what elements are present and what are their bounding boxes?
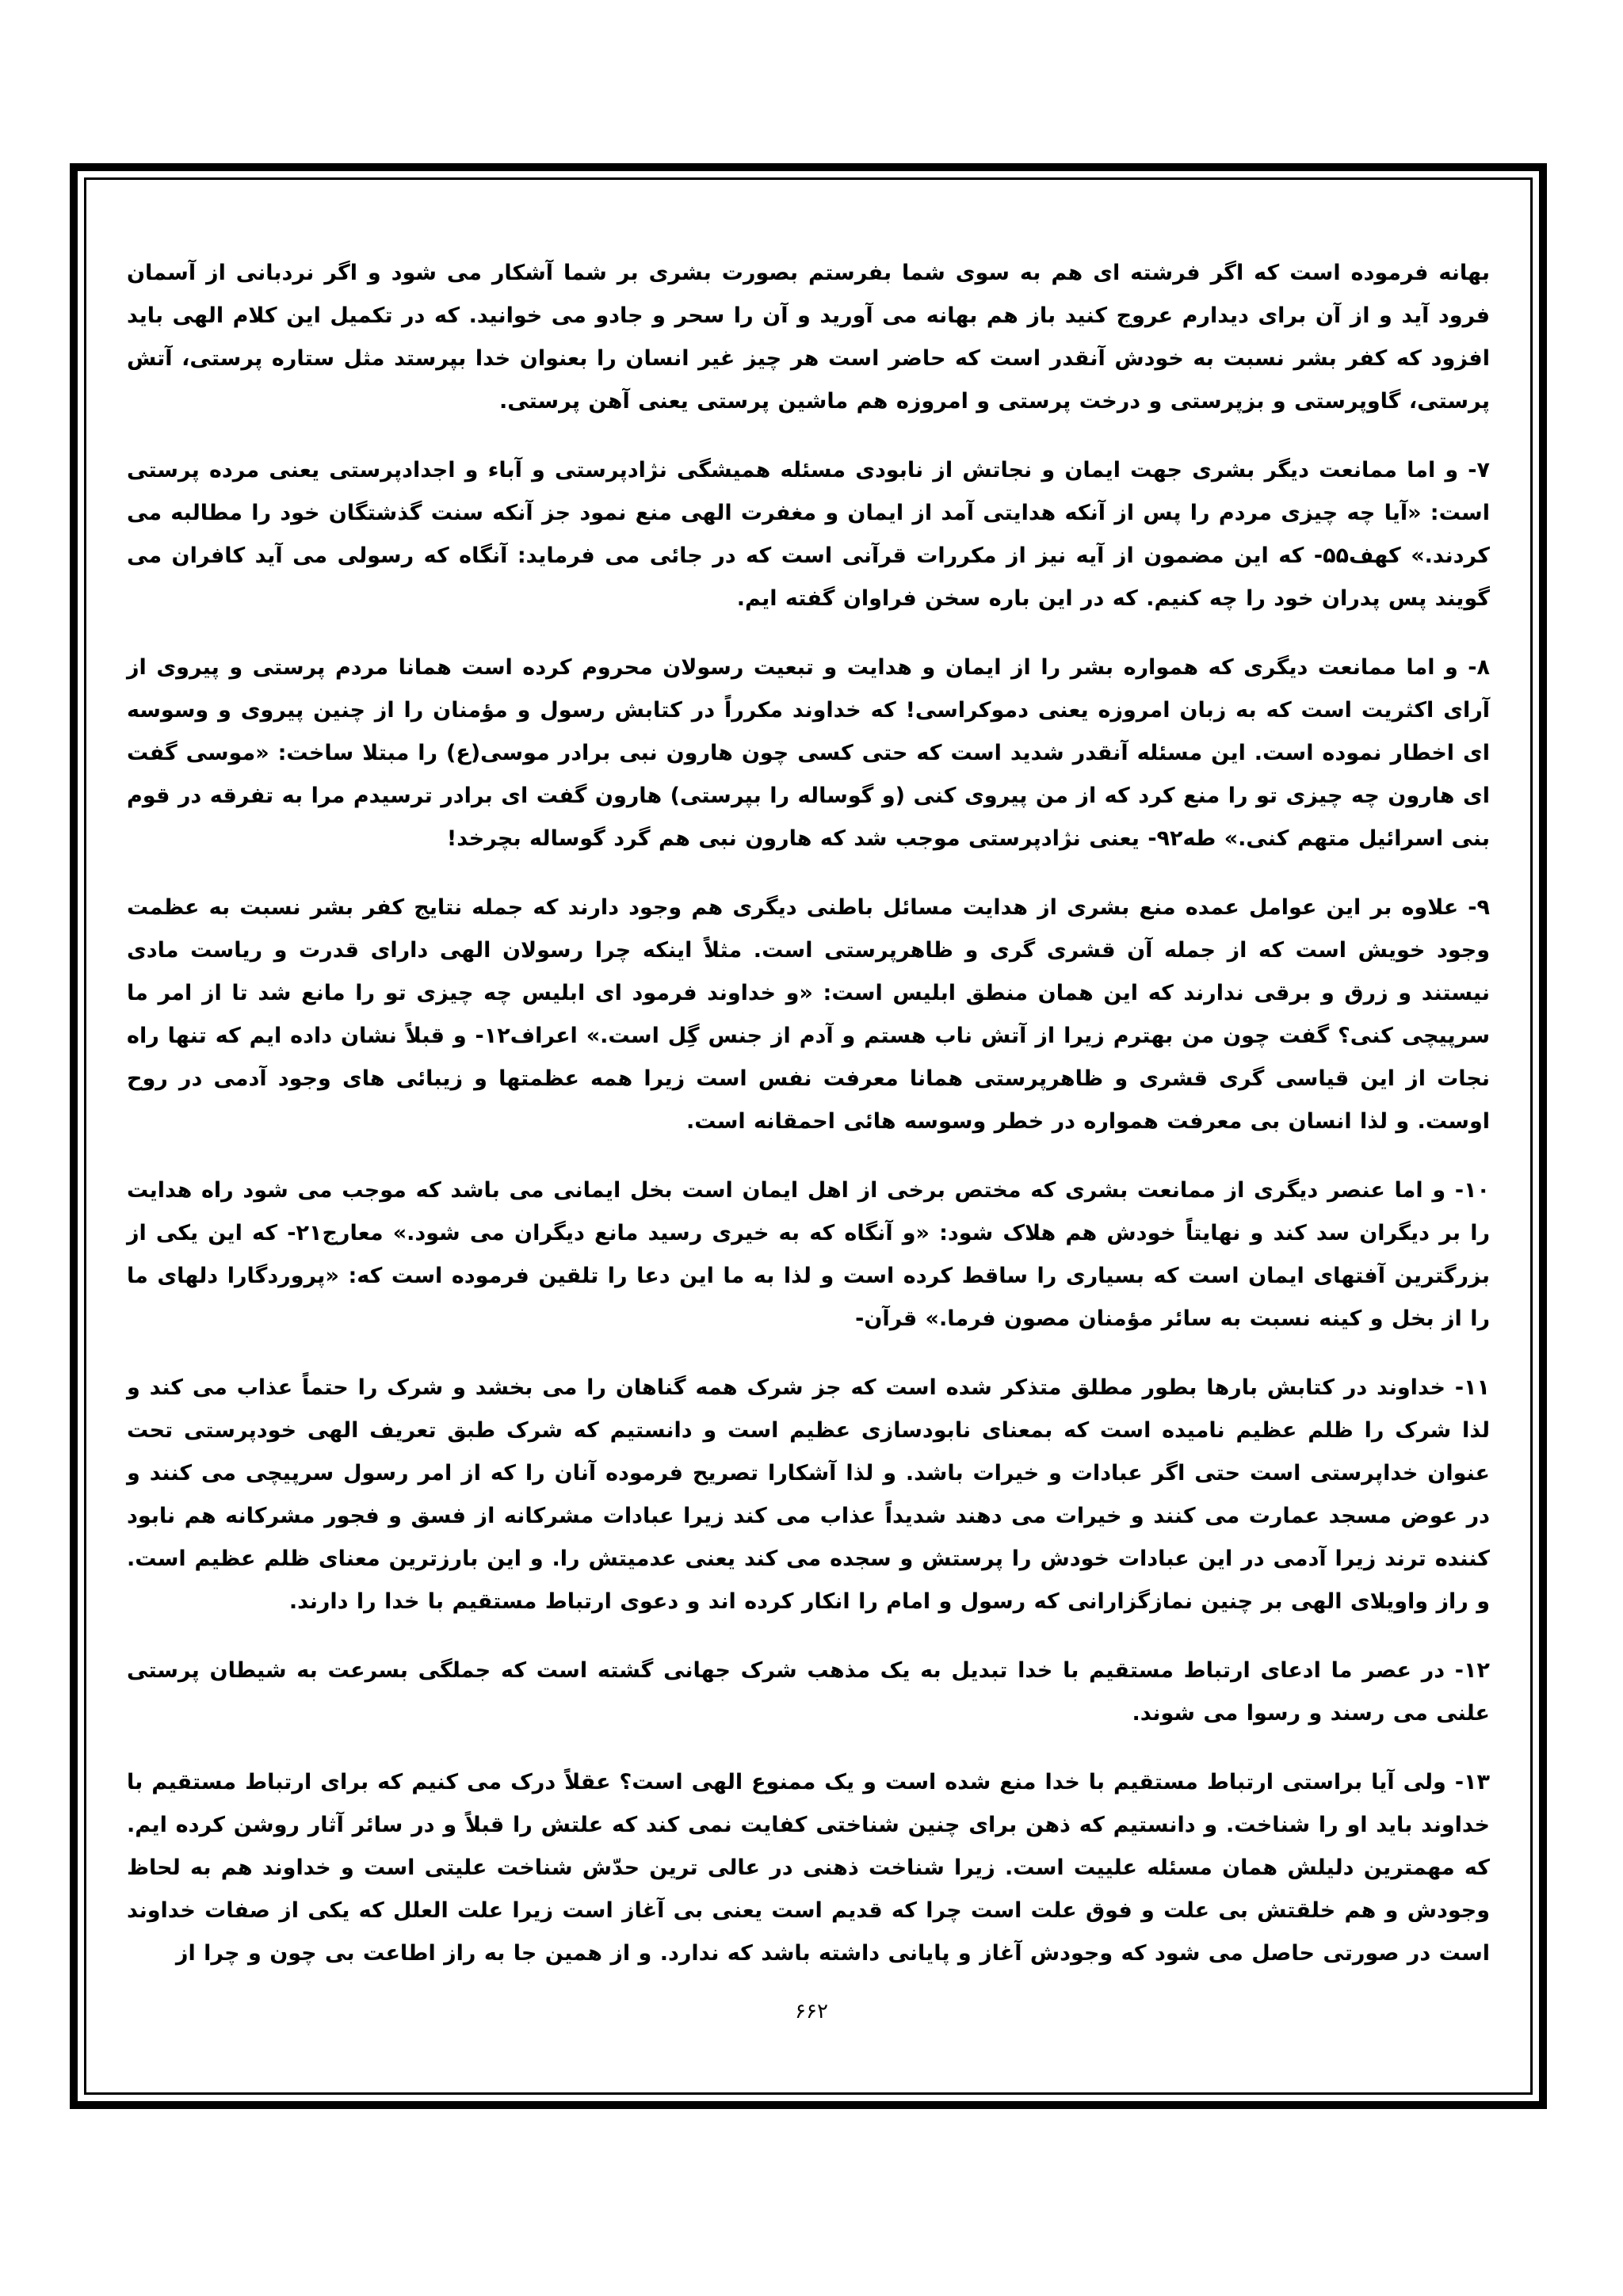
page-number: ۶۶۲	[795, 2000, 828, 2023]
paragraph-4: ۹- علاوه بر این عوامل عمده منع بشری از هدایت مسائل باطنی دیگری هم وجود دارند که جمله نتایج کفر بشر نسبت به عظمت وجود خویش است که از جمله آن قشری گری و ظاهرپرستی است. مثلاً اینکه چرا رسولان الهی دارای قدرت و ریاست مادی نیستند و زرق و برقی ندارند که این همان منطق ابلیس است: «و خداوند فرمود ای ابلیس چه چیزی تو را مانع شد تا از امر ما سرپیچی کنی؟ گفت چون من بهترم زیرا از آتش ناب هستم و آدم از جنس گِل است.» اعراف۱۲- و قبلاً نشان داده ایم که تنها راه نجات از این قیاسی گری قشری و ظاهرپرستی همانا معرفت نفس است زیرا همه عظمتها و زیبائی های وجود آدمی در روح اوست. و لذا انسان بی معرفت همواره در خطر وسوسه هائی احمقانه است.	[127, 895, 1491, 1134]
paragraph-6: ۱۱- خداوند در کتابش بارها بطور مطلق متذکر شده است که جز شرک همه گناهان را می بخشد و شرک را حتماً عذاب می کند و لذا شرک را ظلم عظیم نامیده است که بمعنای نابودسازی عظیم است و دانستیم که شرک طبق تعریف الهی خودپرستی تحت عنوان خداپرستی است حتی اگر عبادات و خیرات باشد. و لذا آشکارا تصریح فرموده آنان را که از امر رسول سرپیچی می کنند و در عوض مسجد عمارت می کنند و خیرات می دهند شدیداً عذاب می کند زیرا عبادات مشرکانه از فسق و فجور مشرکانه هم نابود کننده ترند زیرا آدمی در این عبادات خودش را پرستش و سجده می کند یعنی عدمیتش را. و این بارزترین معنای ظلم عظیم است. و راز واویلای الهی بر چنین نمازگزارانی که رسول و امام را انکار کرده اند و دعوی ارتباط مستقیم با خدا را دارند.	[127, 1375, 1490, 1614]
paragraph-3: ۸- و اما ممانعت دیگری که همواره بشر را از ایمان و هدایت و تبعیت رسولان محروم کرده است همانا مردم پرستی و پیروی از آرای اکثریت است که به زبان امروزه یعنی دموکراسی! که خداوند مکرراً در کتابش رسول و مؤمنان را از چنین پیروی و وسوسه ای اخطار نموده است. این مسئله آنقدر شدید است که حتی کسی چون هارون نبی برادر موسی(ع) را مبتلا ساخت: «موسی گفت ای هارون چه چیزی تو را منع کرد که از من پیروی کنی (و گوساله را بپرستی) هارون گفت ای برادر ترسیدم مرا به تفرقه در قوم بنی اسرائیل متهم کنی.» طه۹۲- یعنی نژادپرستی موجب شد که هارون نبی هم گرد گوساله بچرخد!	[127, 655, 1490, 851]
paragraph-1: بهانه فرموده است که اگر فرشته ای هم به سوی شما بفرستم بصورت بشری بر شما آشکار می شود و اگر نردبانی از آسمان فرود آید و از آن برای دیدارم عروج کنید باز هم بهانه می آورید و آن را سحر و جادو می خوانید. که در تکمیل این کلام الهی باید افزود که کفر بشر نسبت به خودش آنقدر است که حاضر است هر چیز غیر انسان را بعنوان خدا بپرستد مثل ستاره پرستی، آتش پرستی، گاوپرستی و بزپرستی و درخت پرستی و امروزه هم ماشین پرستی یعنی آهن پرستی.	[127, 261, 1490, 414]
paragraph-7: ۱۲- در عصر ما ادعای ارتباط مستقیم با خدا تبدیل به یک مذهب شرک جهانی گشته است که جملگی بسرعت به شیطان پرستی علنی می رسند و رسوا می شوند.	[127, 1658, 1490, 1726]
paragraph-2: ۷- و اما ممانعت دیگر بشری جهت ایمان و نجاتش از نابودی مسئله همیشگی نژادپرستی و آباء و اجدادپرستی یعنی مرده پرستی است: «آیا چه چیزی مردم را پس از آنکه هدایتی آمد از ایمان و مغفرت الهی منع نمود جز آنکه سنت گذشتگان خود را مطالبه می کردند.» کهف۵۵- که این مضمون از آیه نیز از مکررات قرآنی است که در جائی می فرماید: آنگاه که رسولی می آید کافران می گویند پس پدران خود را چه کنیم. که در این باره سخن فراوان گفته ایم.	[127, 458, 1490, 611]
paragraph-5: ۱۰- و اما عنصر دیگری از ممانعت بشری که مختص برخی از اهل ایمان است بخل ایمانی می باشد که موجب می شود راه هدایت را بر دیگران سد کند و نهایتاً خودش هم هلاک شود: «و آنگاه که به خیری رسید مانع دیگران می شود.» معارج۲۱- که این یکی از بزرگترین آفتهای ایمان است که بسیاری را ساقط کرده است و لذا به ما این دعا را تلقین فرموده است که: «پروردگارا دلهای ما را از بخل و کینه نسبت به سائر مؤمنان مصون فرما.» قرآن-	[127, 1178, 1491, 1331]
paragraph-8: ۱۳- ولی آیا براستی ارتباط مستقیم با خدا منع شده است و یک ممنوع الهی است؟ عقلاً درک می کنیم که برای ارتباط مستقیم با خداوند باید او را شناخت. و دانستیم که ذهن برای چنین شناختی کفایت نمی کند که علتش را قبلاً و در سائر آثار روشن کرده ایم. که مهمترین دلیلش همان مسئله علییت است. زیرا شناخت ذهنی در عالی ترین حدّش شناخت علیتی است و خداوند هم به لحاظ وجودش و هم خلقتش بی علت و فوق علت است چرا که قدیم است یعنی بی آغاز است زیرا علت العلل که یکی از صفات خداوند است در صورتی حاصل می شود که وجودش آغاز و پایانی داشته باشد که ندارد. و از همین جا به راز اطاعت بی چون و چرا از	[127, 1770, 1490, 1966]
document-body	[127, 252, 1490, 2001]
